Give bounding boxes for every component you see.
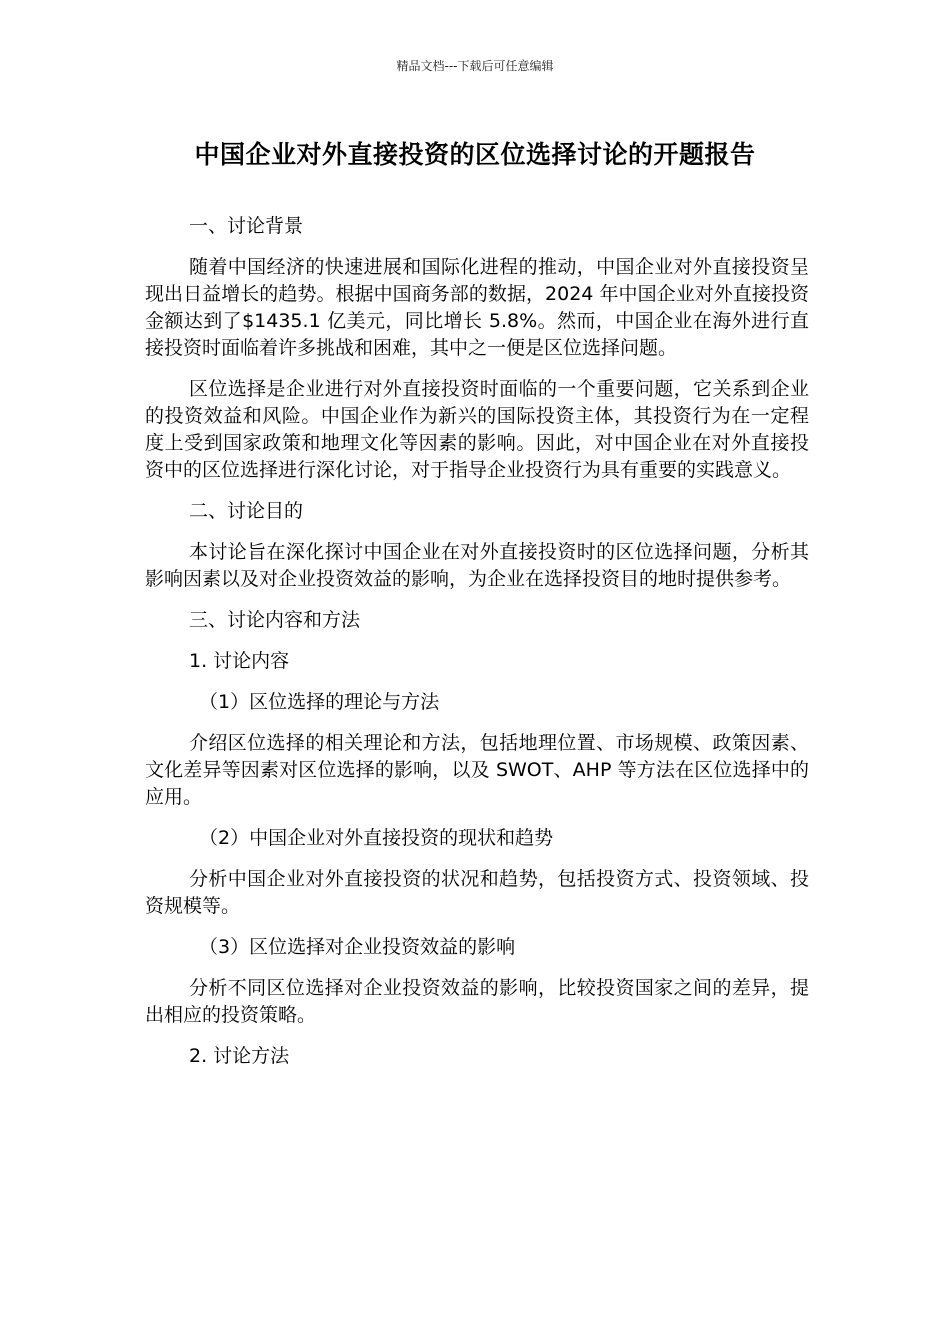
paragraph: 随着中国经济的快速进展和国际化进程的推动，中国企业对外直接投资呈现出日益增长的趋势。根据中国商务部的数据，2024 年中国企业对外直接投资金额达到了$1435.1 亿美元，同比增长 5.8%。然而，中国企业在海外进行直接投资时面临着许多挑战和困难，其中之一便是区位选择问题。 bbox=[145, 256, 809, 359]
sub-heading: （3）区位选择对企业投资效益的影响 bbox=[199, 936, 516, 958]
section-heading-background: 一、讨论背景 bbox=[189, 215, 304, 237]
section-heading-content-method: 三、讨论内容和方法 bbox=[189, 609, 361, 631]
section-heading-purpose: 二、讨论目的 bbox=[189, 500, 304, 522]
document-body bbox=[145, 213, 809, 1084]
paragraph: 本讨论旨在深化探讨中国企业在对外直接投资时的区位选择问题，分析其影响因素以及对企业投资效益的影响，为企业在选择投资目的地时提供参考。 bbox=[145, 541, 809, 590]
numbered-heading: 1. 讨论内容 bbox=[189, 650, 290, 672]
paragraph: 分析不同区位选择对企业投资效益的影响，比较投资国家之间的差异，提出相应的投资策略。 bbox=[145, 977, 809, 1026]
sub-heading: （2）中国企业对外直接投资的现状和趋势 bbox=[199, 827, 554, 849]
document-title: 中国企业对外直接投资的区位选择讨论的开题报告 bbox=[194, 140, 756, 169]
paragraph: 区位选择是企业进行对外直接投资时面临的一个重要问题，它关系到企业的投资效益和风险。中国企业作为新兴的国际投资主体，其投资行为在一定程度上受到国家政策和地理文化等因素的影响。因此，对中国企业在对外直接投资中的区位选择进行深化讨论，对于指导企业投资行为具有重要的实践意义。 bbox=[145, 378, 809, 481]
sub-heading: （1）区位选择的理论与方法 bbox=[199, 691, 440, 713]
header-note: 精品文档---下载后可任意编辑 bbox=[396, 59, 554, 73]
paragraph: 分析中国企业对外直接投资的状况和趋势，包括投资方式、投资领域、投资规模等。 bbox=[145, 868, 809, 917]
paragraph: 介绍区位选择的相关理论和方法，包括地理位置、市场规模、政策因素、文化差异等因素对区位选择的影响，以及 SWOT、AHP 等方法在区位选择中的应用。 bbox=[145, 732, 809, 808]
numbered-heading: 2. 讨论方法 bbox=[189, 1045, 290, 1067]
